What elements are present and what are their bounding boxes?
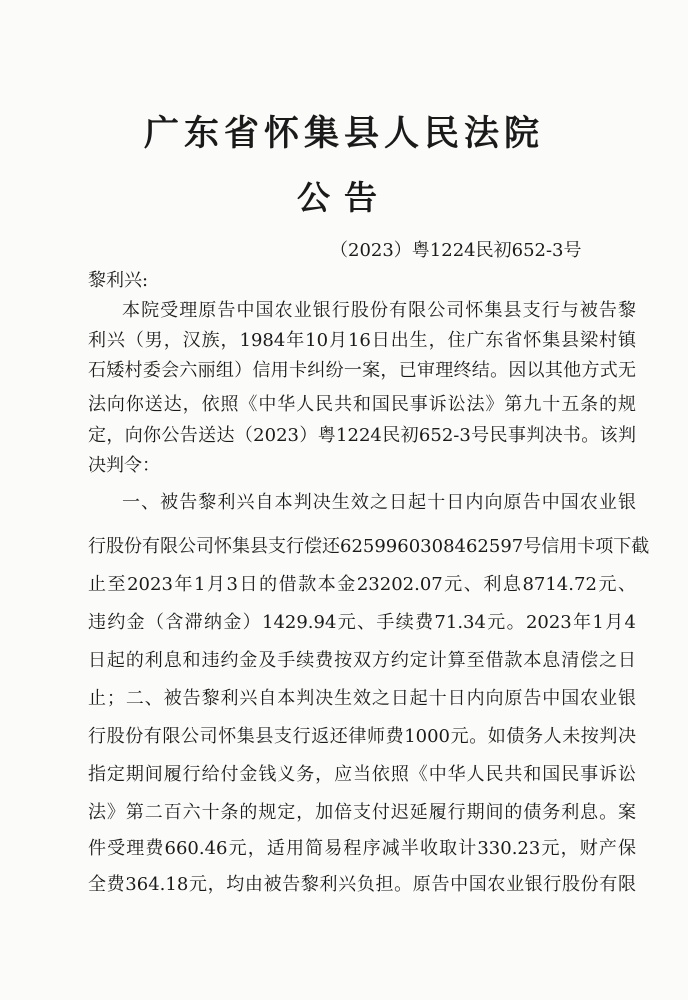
- body-line: 行股份有限公司怀集县支行返还律师费1000元。如债务人未按判决: [88, 726, 636, 747]
- body-line: 日起的利息和违约金及手续费按双方约定计算至借款本息清偿之日: [88, 650, 636, 671]
- body-line: 定，向你公告送达（2023）粤1224民初652-3号民事判决书。该判: [88, 425, 636, 446]
- body-line: 指定期间履行给付金钱义务，应当依照《中华人民共和国民事诉讼: [88, 764, 636, 785]
- body-line: 一、被告黎利兴自本判决生效之日起十日内向原告中国农业银: [122, 492, 636, 513]
- addressee: 黎利兴:: [88, 270, 149, 291]
- body-line: 法向你送达，依照《中华人民共和国民事诉讼法》第九十五条的规: [88, 394, 636, 415]
- body-line: 止至2023年1月3日的借款本金23202.07元、利息8714.72元、: [88, 574, 636, 595]
- body-line: 行股份有限公司怀集县支行偿还6259960308462597号信用卡项下截: [88, 536, 650, 557]
- body-line: 件受理费660.46元，适用简易程序减半收取计330.23元，财产保: [88, 838, 636, 859]
- body-line: 止；二、被告黎利兴自本判决生效之日起十日内向原告中国农业银: [88, 688, 636, 709]
- document-type-heading: 公告: [297, 178, 391, 217]
- court-name-title: 广东省怀集县人民法院: [143, 113, 544, 154]
- case-number: （2023）粤1224民初652-3号: [330, 240, 582, 261]
- body-line: 全费364.18元，均由被告黎利兴负担。原告中国农业银行股份有限: [88, 874, 636, 895]
- body-line: 法》第二百六十条的规定，加倍支付迟延履行期间的债务利息。案: [88, 802, 636, 823]
- body-line: 决判令：: [88, 455, 160, 476]
- body-line: 本院受理原告中国农业银行股份有限公司怀集县支行与被告黎: [122, 300, 636, 321]
- body-line: 违约金（含滞纳金）1429.94元、手续费71.34元。2023年1月4: [88, 612, 636, 633]
- body-line: 利兴（男，汉族，1984年10月16日出生，住广东省怀集县梁村镇: [88, 330, 636, 351]
- body-line: 石矮村委会六丽组）信用卡纠纷一案，已审理终结。因以其他方式无: [88, 360, 636, 381]
